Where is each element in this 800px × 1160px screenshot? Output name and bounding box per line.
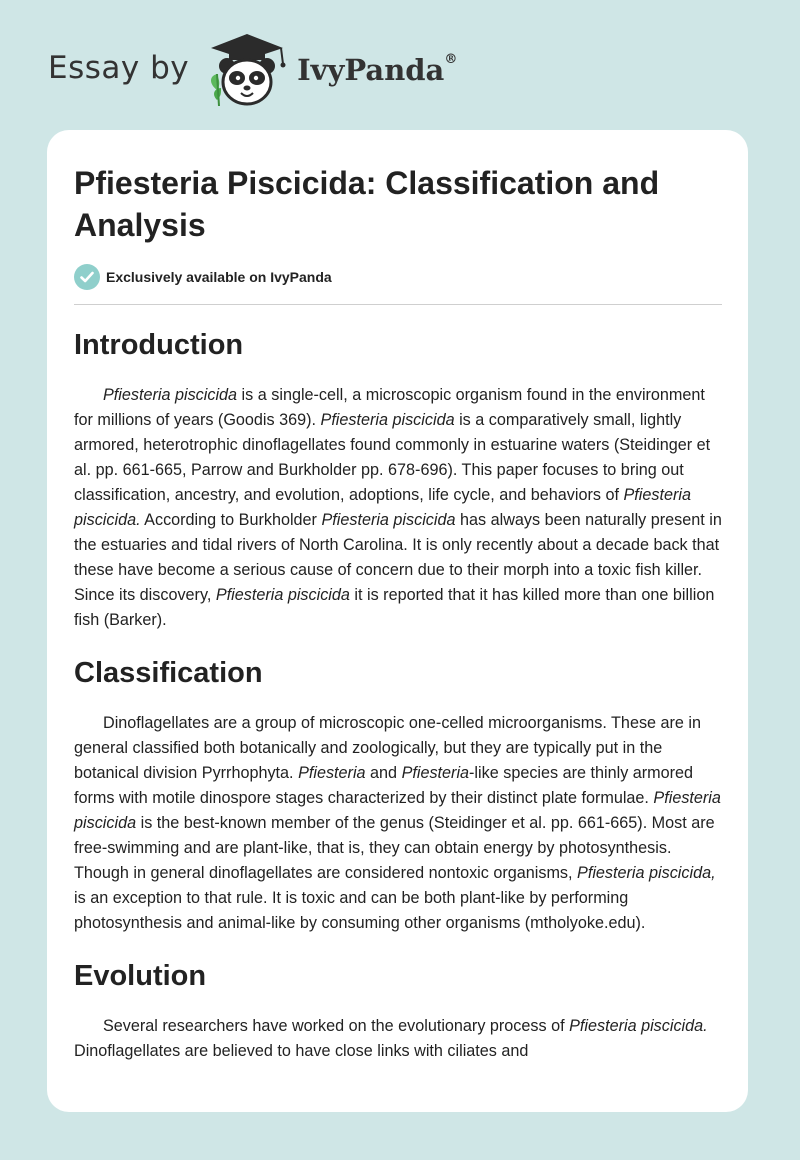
brand-name xyxy=(297,53,457,87)
registered-mark: ® xyxy=(444,52,458,68)
body-text: Dinoflagellates are a group of microscopic one-celled microorganisms. These are in general classified both botanically and zoologically, but they are typically put in the botanical division Pyrrhophyta. xyxy=(74,714,702,782)
body-text: has always been naturally present in the estuaries and tidal rivers of North Carolina. It is only recently about a decade back that these have become a serious cause of concern due to their morph into a toxic fish killer. Since its discovery, xyxy=(74,511,722,604)
site-header xyxy=(48,30,457,110)
section-body-classification xyxy=(74,711,722,936)
section-heading-evolution: Evolution xyxy=(74,960,207,992)
section-heading-classification: Classification xyxy=(74,657,263,689)
body-text: is a single-cell, a microscopic organism found in the environment for millions of years (Goodis 369). xyxy=(74,386,705,429)
species-name: Pfiesteria piscicida, xyxy=(577,864,716,882)
species-name: Pfiesteria piscicida xyxy=(74,789,721,832)
essay-title: Pfiesteria Piscicida: Classification and Analysis xyxy=(74,165,660,243)
body-text: Several researchers have worked on the evolutionary process of xyxy=(103,1017,570,1035)
section-heading-introduction: Introduction xyxy=(74,329,244,361)
section-body-evolution xyxy=(74,1014,722,1064)
panda-graduate-icon xyxy=(203,30,291,110)
body-text: -like species are thinly armored forms with motile dinospore stages characterized by their distinct plate formulae. xyxy=(74,764,694,807)
exclusive-badge xyxy=(74,264,722,305)
exclusive-text: Exclusively available on IvyPanda xyxy=(106,269,332,285)
body-text: is the best-known member of the genus (Steidinger et al. pp. 661-665). Most are free-swimming and are plant-like, that is, they can obtain energy by photosynthesis. Though in general dinoflagellates are considered nontoxic organisms, xyxy=(74,814,715,882)
body-text: is an exception to that rule. It is toxic and can be both plant-like by performing photosynthesis and animal-like by consuming other organisms (mtholyoke.edu). xyxy=(74,889,646,932)
species-name: Pfiesteria piscicida xyxy=(320,411,455,429)
essay-by-label: Essay by xyxy=(48,50,190,86)
check-circle-icon xyxy=(74,264,100,290)
species-name: Pfiesteria piscicida xyxy=(215,586,350,604)
species-name: Pfiesteria xyxy=(401,764,470,782)
body-text: According to Burkholder xyxy=(140,511,322,529)
essay-card xyxy=(47,130,748,1112)
body-text: is a comparatively small, lightly armored, heterotrophic dinoflagellates found commonly in estuarine waters (Steidinger et al. pp. 661-665, Parrow and Burkholder pp. 678-696). This paper focuses to bring out classification, ancestry, and evolution, adoptions, life cycle, and behaviors of xyxy=(74,411,711,504)
brand-text: IvyPanda xyxy=(297,53,445,87)
species-name: Pfiesteria piscicida xyxy=(103,386,238,404)
species-name: Pfiesteria piscicida. xyxy=(569,1017,708,1035)
ivypanda-logo[interactable] xyxy=(203,30,291,110)
section-body-introduction xyxy=(74,383,722,633)
species-name: Pfiesteria piscicida xyxy=(321,511,456,529)
body-text: it is reported that it has killed more than one billion fish (Barker). xyxy=(74,586,715,629)
body-text: and xyxy=(365,764,402,782)
species-name: Pfiesteria piscicida. xyxy=(74,486,691,529)
species-name: Pfiesteria xyxy=(298,764,366,782)
body-text: Dinoflagellates are believed to have close links with ciliates and xyxy=(74,1042,529,1060)
